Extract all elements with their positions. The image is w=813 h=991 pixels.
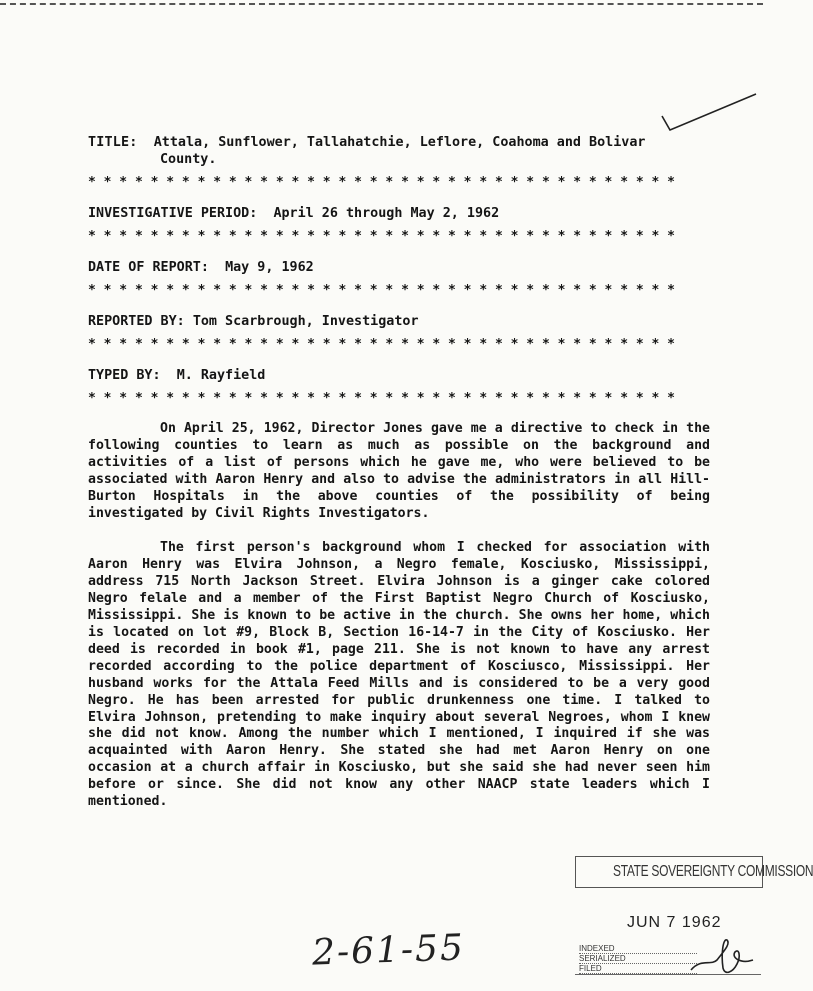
typed-text: M. Rayfield bbox=[176, 368, 266, 383]
commission-stamp bbox=[575, 856, 813, 990]
period-field bbox=[88, 205, 728, 222]
top-dashed-border bbox=[0, 3, 763, 5]
date-label: DATE OF REPORT: bbox=[88, 260, 209, 275]
stamp-rows bbox=[579, 944, 697, 974]
typed-field bbox=[88, 367, 728, 384]
stamp-date: JUN 7 1962 bbox=[627, 914, 722, 931]
stamp-row-filed: FILED bbox=[579, 964, 697, 974]
reported-field bbox=[88, 313, 728, 330]
period-label: INVESTIGATIVE PERIOD: bbox=[88, 206, 258, 221]
stamp-title: STATE SOVEREIGNTY COMMISSION bbox=[613, 861, 813, 881]
star-divider: * * * * * * * * * * * * * * * * * * * * * * * * * * * * * * * * * * * * * * bbox=[88, 337, 675, 352]
typed-label: TYPED BY: bbox=[88, 368, 161, 383]
reported-text: Tom Scarbrough, Investigator bbox=[192, 314, 419, 329]
handwritten-file-number: 2-61-55 bbox=[311, 927, 466, 974]
star-divider: * * * * * * * * * * * * * * * * * * * * * * * * * * * * * * * * * * * * * * bbox=[88, 229, 675, 244]
date-text: May 9, 1962 bbox=[225, 260, 314, 275]
title-label: TITLE: bbox=[88, 135, 138, 150]
paragraph-2: The first person's background whom I checked for association with Aaron Henry was Elvira Johnson, a Negro female, Kosciusko, Mississippi, address 715 North Jackson Street. Elvira Johnson is a ginger cake colored Negro felale and a member of the First Baptist Negro Church of Kosciusko, Mississippi. She is known to be active in the church. She owns her home, which is located on lot #9, Block B, Section 16-14-7 in the City of Kosciusko. Her deed is recorded in book #1, page 211. She is not known to have any arrest recorded according to the police department of Kosciusco, Mississippi. Her husband works for the Attala Feed Mills and is considered to be a very good Negro. He has been arrested for public drunkenness one time. I talked to Elvira Johnson, pretending to make inquiry about several Negroes, whom I knew she did not know. Among the number which I mentioned, I inquired if she was acquainted with Aaron Henry. She stated she had met Aaron Henry on one occasion at a church affair in Kosciusko, but she said she had never seen him before or since. She did not know any other NAACP state leaders which I mentioned. bbox=[88, 540, 710, 810]
title-text: Attala, Sunflower, Tallahatchie, Leflore, Coahoma and Bolivar bbox=[153, 135, 646, 150]
paragraph-1: On April 25, 1962, Director Jones gave me a directive to check in the following counties to learn as much as possible on the background and activities of a list of persons which he gave me, who were believed to be associated with Aaron Henry and also to advise the administrators in all Hill-Burton Hospitals in the above counties of the possibility of being investigated by Civil Rights Investigators. bbox=[88, 421, 710, 521]
stamp-row-serialized: SERIALIZED bbox=[579, 954, 697, 964]
title-field bbox=[88, 134, 728, 151]
stamp-row-indexed: INDEXED bbox=[579, 944, 697, 954]
report-body bbox=[88, 134, 728, 811]
star-divider: * * * * * * * * * * * * * * * * * * * * * * * * * * * * * * * * * * * * * * bbox=[88, 175, 675, 190]
date-field bbox=[88, 259, 728, 276]
reported-label: REPORTED BY: bbox=[88, 314, 185, 329]
stamp-bottom-border bbox=[575, 974, 761, 991]
star-divider: * * * * * * * * * * * * * * * * * * * * * * * * * * * * * * * * * * * * * * bbox=[88, 283, 675, 298]
star-divider: * * * * * * * * * * * * * * * * * * * * * * * * * * * * * * * * * * * * * * bbox=[88, 391, 675, 406]
period-text: April 26 through May 2, 1962 bbox=[273, 206, 500, 221]
title-text-continued: County. bbox=[160, 152, 217, 167]
handwritten-initials-icon bbox=[687, 938, 757, 978]
